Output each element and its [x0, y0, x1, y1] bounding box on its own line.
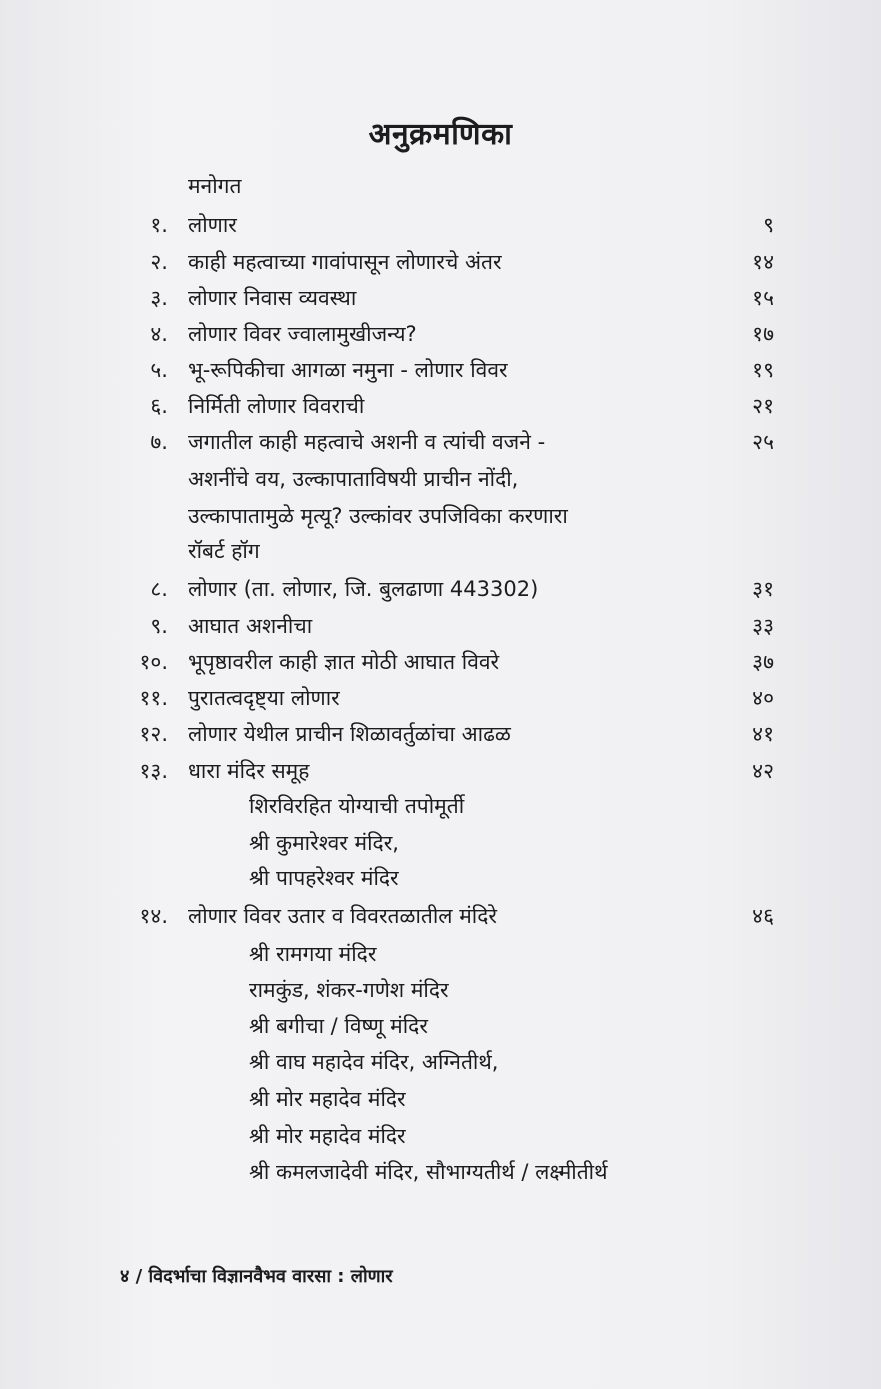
toc-entry-number: ३.	[150, 286, 168, 310]
toc-subitem: श्री पापहरेश्वर मंदिर	[249, 866, 399, 890]
toc-entry-number: २.	[150, 250, 168, 274]
toc-entry-title: लोणार विवर उतार व विवरतळातील मंदिरे	[188, 904, 497, 928]
toc-entry-number: ९.	[150, 614, 168, 638]
toc-entry-page: १४	[752, 250, 774, 274]
toc-subitem: श्री मोर महादेव मंदिर	[249, 1124, 406, 1148]
toc-subitem: श्री कुमारेश्वर मंदिर,	[249, 831, 399, 855]
toc-entry-page: ३१	[752, 577, 774, 601]
toc-subitem: श्री कमलजादेवी मंदिर, सौभाग्यतीर्थ / लक्ष्मीतीर्थ	[249, 1160, 608, 1184]
toc-entry-title: आघात अशनीचा	[188, 614, 313, 638]
toc-entry-title: लोणार	[188, 213, 237, 237]
toc-entry-page: ४६	[752, 904, 774, 928]
toc-entry-continuation: उल्कापातामुळे मृत्यू? उल्कांवर उपजिविका करणारा	[188, 504, 568, 528]
toc-entry-page: ४२	[752, 759, 774, 783]
toc-subitem: रामकुंड, शंकर-गणेश मंदिर	[249, 978, 449, 1002]
toc-entry-number: १४.	[139, 904, 168, 928]
toc-entry-title: धारा मंदिर समूह	[188, 759, 310, 783]
toc-entry-number: ५.	[150, 358, 168, 382]
toc-entry-page: १७	[752, 322, 774, 346]
toc-entry-continuation: रॉबर्ट हॉग	[188, 539, 260, 563]
toc-entry-title: लोणार निवास व्यवस्था	[188, 286, 357, 310]
page-title: अनुक्रमणिका	[368, 117, 513, 152]
toc-entry-title: लोणार येथील प्राचीन शिळावर्तुळांचा आढळ	[188, 722, 511, 746]
toc-entry-title: भू-रूपिकीचा आगळा नमुना - लोणार विवर	[188, 358, 508, 382]
toc-entry-page: २१	[752, 394, 774, 418]
toc-subitem: श्री बगीचा / विष्णू मंदिर	[249, 1014, 428, 1038]
toc-entry-title: लोणार (ता. लोणार, जि. बुलढाणा 443302)	[188, 577, 539, 601]
toc-subitem: श्री रामगया मंदिर	[249, 942, 377, 966]
toc-entry-number: १०.	[139, 650, 168, 674]
toc-entry-title: काही महत्वाच्या गावांपासून लोणारचे अंतर	[188, 250, 502, 274]
toc-subitem: श्री मोर महादेव मंदिर	[249, 1087, 406, 1111]
toc-entry-number: ६.	[150, 394, 168, 418]
toc-subitem: श्री वाघ महादेव मंदिर, अग्नितीर्थ,	[249, 1050, 499, 1074]
toc-entry-page: ४१	[752, 722, 774, 746]
toc-entry-page: २५	[752, 430, 774, 454]
toc-entry-number: १२.	[139, 722, 168, 746]
toc-entry-title: लोणार विवर ज्वालामुखीजन्य?	[188, 322, 417, 346]
toc-entry-page: ९	[763, 213, 774, 237]
page-footer: ४ / विदर्भाचा विज्ञानवैभव वारसा : लोणार	[120, 1266, 393, 1287]
toc-entry-number: १३.	[139, 759, 168, 783]
toc-entry-continuation: अशनींचे वय, उल्कापाताविषयी प्राचीन नोंदी,	[188, 467, 519, 491]
toc-entry-page: ३३	[752, 614, 774, 638]
toc-entry-title: निर्मिती लोणार विवराची	[188, 394, 365, 418]
toc-entry-number: १.	[150, 213, 168, 237]
toc-entry-number: ७.	[150, 430, 168, 454]
toc-entry-number: ८.	[150, 577, 168, 601]
toc-entry-number: ११.	[139, 686, 168, 710]
toc-entry-page: १५	[752, 286, 774, 310]
toc-entry-page: १९	[752, 358, 774, 382]
toc-entry-page: ४०	[752, 686, 774, 710]
toc-preface: मनोगत	[188, 174, 242, 198]
toc-entry-title: पुरातत्वदृष्ट्या लोणार	[188, 686, 340, 710]
toc-entry-number: ४.	[150, 322, 168, 346]
toc-entry-title: भूपृष्ठावरील काही ज्ञात मोठी आघात विवरे	[188, 650, 500, 674]
toc-entry-title: जगातील काही महत्वाचे अशनी व त्यांची वजने -	[188, 430, 546, 454]
toc-subitem: शिरविरहित योग्याची तपोमूर्ती	[249, 794, 465, 818]
toc-entry-page: ३७	[752, 650, 774, 674]
